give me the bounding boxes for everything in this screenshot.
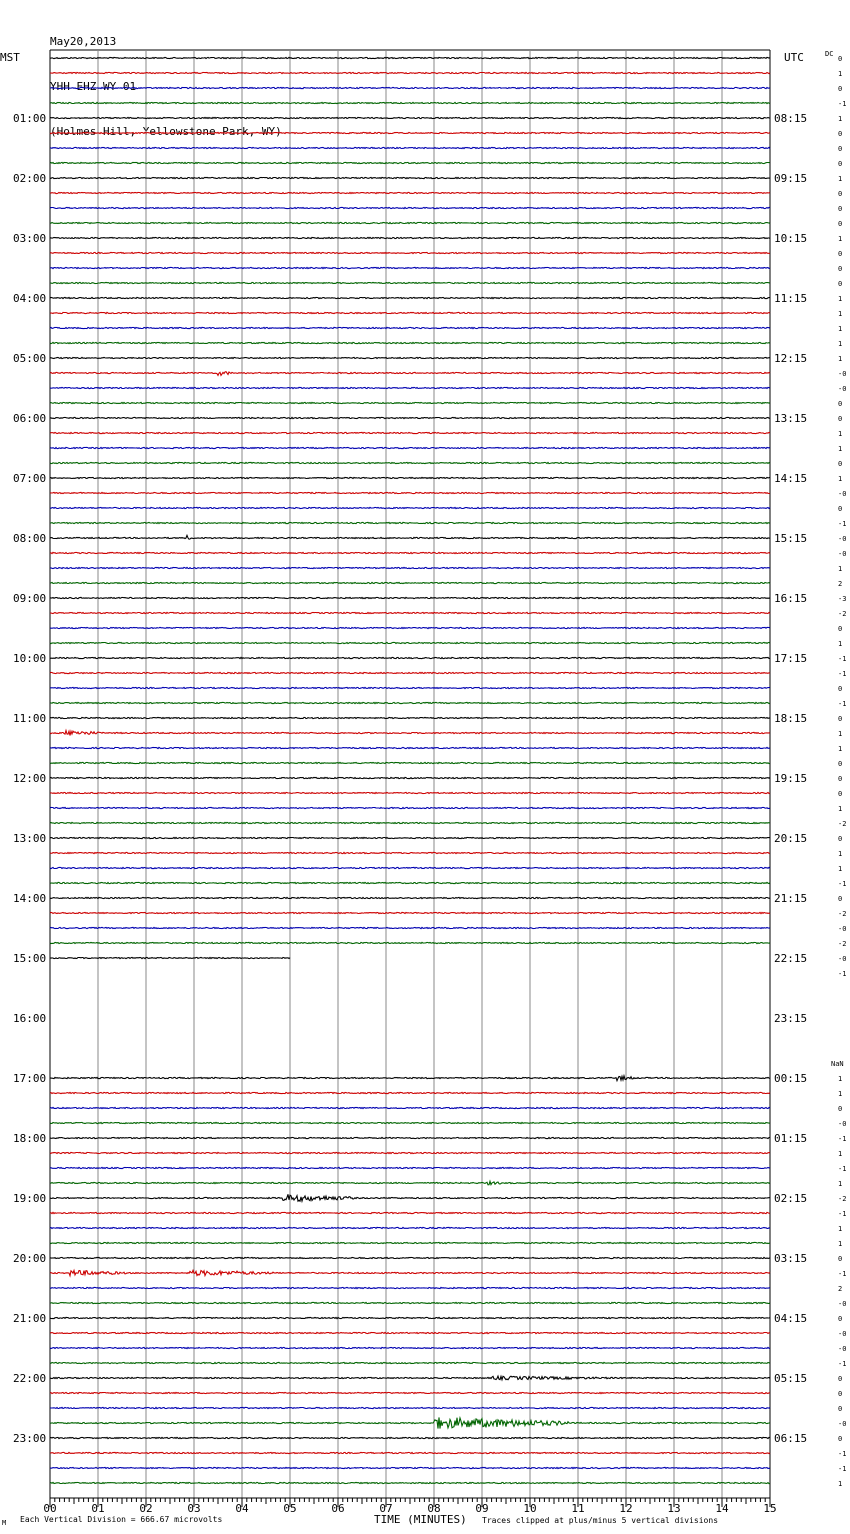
seismic-trace bbox=[50, 1212, 770, 1213]
dc-offset-value: -1 bbox=[838, 1165, 847, 1173]
dc-offset-value: 0 bbox=[838, 790, 843, 798]
seismic-trace bbox=[50, 731, 770, 736]
utc-hour-label: 19:15 bbox=[774, 772, 808, 785]
seismic-trace bbox=[50, 1302, 770, 1303]
mst-hour-label: 08:00 bbox=[13, 532, 47, 545]
dc-offset-value: 1 bbox=[838, 640, 843, 648]
dc-offset-value: 0 bbox=[838, 160, 843, 168]
seismic-trace bbox=[50, 1437, 770, 1438]
seismic-trace bbox=[50, 1122, 770, 1123]
seismic-trace bbox=[50, 792, 770, 793]
dc-offset-value: 1 bbox=[838, 1075, 843, 1083]
dc-offset-value: 2 bbox=[838, 1285, 843, 1293]
x-tick-label: 08 bbox=[427, 1502, 441, 1515]
seismic-trace bbox=[50, 297, 770, 298]
dc-offset-value: -1 bbox=[838, 1450, 847, 1458]
x-tick-label: 13 bbox=[667, 1502, 681, 1515]
seismic-trace bbox=[50, 1076, 770, 1081]
mst-hour-label: 15:00 bbox=[13, 952, 47, 965]
utc-hour-label: 13:15 bbox=[774, 412, 808, 425]
dc-offset-value: 0 bbox=[838, 280, 843, 288]
dc-offset-value: 1 bbox=[838, 850, 843, 858]
x-tick-label: 10 bbox=[523, 1502, 537, 1515]
utc-hour-label: 18:15 bbox=[774, 712, 808, 725]
dc-offset-value: 1 bbox=[838, 805, 843, 813]
dc-offset-value: 0 bbox=[838, 760, 843, 768]
seismic-trace bbox=[50, 147, 770, 148]
utc-hour-label: 17:15 bbox=[774, 652, 808, 665]
utc-hour-label: 15:15 bbox=[774, 532, 808, 545]
dc-offset-value: 0 bbox=[838, 145, 843, 153]
seismic-trace bbox=[50, 177, 770, 178]
station-location: (Holmes Hill, Yellowstone Park, WY) bbox=[50, 125, 282, 138]
dc-offset-value: -2 bbox=[838, 1195, 847, 1203]
dc-offset-value: 0 bbox=[838, 1105, 843, 1113]
seismic-trace bbox=[50, 72, 770, 73]
nan-offset-header: NaN bbox=[831, 1060, 844, 1068]
mst-hour-label: 04:00 bbox=[13, 292, 47, 305]
dc-offset-value: 0 bbox=[838, 1375, 843, 1383]
seismic-trace bbox=[50, 417, 770, 418]
utc-hour-label: 21:15 bbox=[774, 892, 808, 905]
utc-hour-label: 14:15 bbox=[774, 472, 808, 485]
dc-offset-value: 0 bbox=[838, 55, 843, 63]
seismic-trace bbox=[50, 1467, 770, 1468]
seismic-trace bbox=[50, 567, 770, 568]
seismic-trace bbox=[50, 222, 770, 223]
clip-note: Traces clipped at plus/minus 5 vertical divisions bbox=[482, 1516, 719, 1525]
mst-hour-label: 11:00 bbox=[13, 712, 47, 725]
mst-hour-label: 01:00 bbox=[13, 112, 47, 125]
utc-hour-label: 22:15 bbox=[774, 952, 808, 965]
dc-offset-value: -3 bbox=[838, 595, 847, 603]
mst-hour-label: 06:00 bbox=[13, 412, 47, 425]
mst-hour-label: 23:00 bbox=[13, 1432, 47, 1445]
dc-offset-value: 0 bbox=[838, 250, 843, 258]
dc-offset-value: 1 bbox=[838, 445, 843, 453]
seismic-trace bbox=[50, 192, 770, 193]
dc-offset-value: 0 bbox=[838, 1405, 843, 1413]
seismic-trace bbox=[50, 1376, 770, 1380]
dc-offset-value: 0 bbox=[838, 1255, 843, 1263]
utc-hour-label: 06:15 bbox=[774, 1432, 808, 1445]
seismic-trace bbox=[50, 432, 770, 433]
dc-offset-value: 0 bbox=[838, 220, 843, 228]
seismic-trace bbox=[50, 1257, 770, 1258]
seismic-trace bbox=[50, 1242, 770, 1243]
utc-hour-label: 12:15 bbox=[774, 352, 808, 365]
seismic-trace bbox=[50, 672, 770, 673]
dc-offset-value: 0 bbox=[838, 895, 843, 903]
seismic-trace bbox=[50, 207, 770, 208]
dc-offset-value: -1 bbox=[838, 970, 847, 978]
seismic-trace bbox=[50, 657, 770, 658]
dc-offset-value: 0 bbox=[838, 400, 843, 408]
mst-hour-label: 09:00 bbox=[13, 592, 47, 605]
utc-hour-label: 01:15 bbox=[774, 1132, 808, 1145]
dc-offset-value: -0 bbox=[838, 1330, 847, 1338]
dc-offset-value: -1 bbox=[838, 1270, 847, 1278]
dc-offset-value: -1 bbox=[838, 100, 847, 108]
utc-hour-label: 03:15 bbox=[774, 1252, 808, 1265]
x-tick-label: 14 bbox=[715, 1502, 729, 1515]
left-timezone-label: MST bbox=[0, 51, 20, 64]
seismic-trace bbox=[50, 402, 770, 403]
x-tick-label: 15 bbox=[763, 1502, 777, 1515]
dc-offset-value: 1 bbox=[838, 115, 843, 123]
seismic-trace bbox=[50, 535, 770, 539]
seismic-trace bbox=[50, 1417, 770, 1428]
dc-offset-value: 0 bbox=[838, 1390, 843, 1398]
seismic-trace bbox=[50, 762, 770, 763]
seismic-trace bbox=[50, 1452, 770, 1453]
seismic-trace bbox=[50, 1227, 770, 1228]
mst-hour-label: 02:00 bbox=[13, 172, 47, 185]
seismic-trace bbox=[50, 597, 770, 598]
dc-offset-value: 0 bbox=[838, 265, 843, 273]
dc-offset-value: 0 bbox=[838, 835, 843, 843]
utc-hour-label: 08:15 bbox=[774, 112, 808, 125]
dc-offset-value: 1 bbox=[838, 355, 843, 363]
plot-date: May20,2013 bbox=[50, 35, 117, 48]
dc-offset-value: -1 bbox=[838, 1465, 847, 1473]
mst-hour-label: 21:00 bbox=[13, 1312, 47, 1325]
seismic-trace bbox=[50, 492, 770, 493]
seismic-trace bbox=[50, 717, 770, 718]
corner-mark: M bbox=[2, 1519, 7, 1527]
utc-hour-label: 10:15 bbox=[774, 232, 808, 245]
seismic-trace bbox=[50, 627, 770, 628]
seismic-trace bbox=[50, 87, 770, 88]
dc-offset-value: 1 bbox=[838, 310, 843, 318]
utc-hour-label: 20:15 bbox=[774, 832, 808, 845]
dc-offset-value: -1 bbox=[838, 700, 847, 708]
dc-offset-value: 1 bbox=[838, 745, 843, 753]
seismic-trace bbox=[50, 822, 770, 823]
dc-offset-value: 0 bbox=[838, 130, 843, 138]
dc-offset-value: -0 bbox=[838, 370, 847, 378]
seismic-trace bbox=[50, 1407, 770, 1408]
seismic-trace bbox=[50, 702, 770, 703]
seismic-trace bbox=[50, 837, 770, 838]
seismic-trace bbox=[50, 342, 770, 343]
utc-hour-label: 02:15 bbox=[774, 1192, 808, 1205]
seismic-trace bbox=[50, 1362, 770, 1363]
seismic-trace bbox=[50, 1332, 770, 1333]
seismic-trace bbox=[50, 1270, 770, 1275]
seismic-trace bbox=[50, 1482, 770, 1483]
dc-offset-value: 1 bbox=[838, 1090, 843, 1098]
x-tick-label: 05 bbox=[283, 1502, 297, 1515]
utc-hour-label: 16:15 bbox=[774, 592, 808, 605]
seismic-trace bbox=[50, 867, 770, 868]
dc-offset-value: 1 bbox=[838, 1240, 843, 1248]
mst-hour-label: 18:00 bbox=[13, 1132, 47, 1145]
seismic-trace bbox=[50, 477, 770, 478]
seismic-trace bbox=[50, 1167, 770, 1168]
seismic-trace bbox=[50, 642, 770, 643]
mst-hour-label: 07:00 bbox=[13, 472, 47, 485]
dc-offset-value: -0 bbox=[838, 1345, 847, 1353]
x-tick-label: 04 bbox=[235, 1502, 249, 1515]
x-tick-label: 03 bbox=[187, 1502, 201, 1515]
dc-offset-value: -2 bbox=[838, 610, 847, 618]
trace-group bbox=[50, 57, 770, 1483]
dc-offset-value: 1 bbox=[838, 1180, 843, 1188]
seismic-trace bbox=[50, 117, 770, 118]
x-tick-label: 06 bbox=[331, 1502, 345, 1515]
mst-hour-label: 17:00 bbox=[13, 1072, 47, 1085]
dc-offset-value: 0 bbox=[838, 415, 843, 423]
dc-offset-value: -1 bbox=[838, 1210, 847, 1218]
utc-hour-label: 11:15 bbox=[774, 292, 808, 305]
x-axis-title: TIME (MINUTES) bbox=[374, 1513, 467, 1526]
seismic-trace bbox=[50, 447, 770, 448]
seismic-trace bbox=[50, 1392, 770, 1393]
seismic-trace bbox=[50, 687, 770, 688]
dc-offset-value: 0 bbox=[838, 715, 843, 723]
seismic-trace bbox=[50, 522, 770, 523]
seismic-trace bbox=[50, 912, 770, 913]
seismic-trace bbox=[50, 807, 770, 808]
dc-offset-value: -1 bbox=[838, 670, 847, 678]
dc-offset-value: 1 bbox=[838, 730, 843, 738]
dc-offset-value: 1 bbox=[838, 70, 843, 78]
seismic-trace bbox=[50, 387, 770, 388]
x-tick-label: 11 bbox=[571, 1502, 585, 1515]
dc-offset-value: 1 bbox=[838, 295, 843, 303]
dc-offset-value: -1 bbox=[838, 520, 847, 528]
dc-offset-value: -0 bbox=[838, 490, 847, 498]
dc-offset-value: 0 bbox=[838, 505, 843, 513]
seismic-trace bbox=[50, 852, 770, 853]
seismic-trace bbox=[50, 237, 770, 238]
seismic-trace bbox=[50, 777, 770, 778]
seismic-trace bbox=[50, 327, 770, 328]
x-tick-label: 12 bbox=[619, 1502, 633, 1515]
dc-offset-value: -0 bbox=[838, 925, 847, 933]
seismic-trace bbox=[50, 1347, 770, 1348]
seismic-trace bbox=[50, 1107, 770, 1108]
utc-hour-label: 23:15 bbox=[774, 1012, 808, 1025]
dc-offset-value: -1 bbox=[838, 1360, 847, 1368]
seismic-trace bbox=[50, 582, 770, 583]
dc-offset-value: 1 bbox=[838, 565, 843, 573]
seismic-trace bbox=[50, 57, 770, 58]
seismic-trace bbox=[50, 102, 770, 103]
dc-offset-value: 0 bbox=[838, 1315, 843, 1323]
dc-offset-value: 0 bbox=[838, 625, 843, 633]
seismic-trace bbox=[50, 132, 770, 133]
scale-note: Each Vertical Division = 666.67 microvolts bbox=[20, 1515, 223, 1524]
dc-offset-value: -0 bbox=[838, 550, 847, 558]
seismic-trace bbox=[50, 882, 770, 883]
dc-offset-value: -1 bbox=[838, 655, 847, 663]
mst-hour-label: 16:00 bbox=[13, 1012, 47, 1025]
dc-offset-value: -2 bbox=[838, 820, 847, 828]
seismic-trace bbox=[50, 1152, 770, 1153]
seismic-trace bbox=[50, 747, 770, 748]
dc-offset-value: -0 bbox=[838, 1300, 847, 1308]
seismic-trace bbox=[50, 1092, 770, 1093]
mst-hour-label: 22:00 bbox=[13, 1372, 47, 1385]
right-timezone-label: UTC bbox=[784, 51, 804, 64]
dc-offset-header: DC bbox=[825, 50, 834, 58]
utc-hour-label: 00:15 bbox=[774, 1072, 808, 1085]
seismic-trace bbox=[50, 552, 770, 553]
dc-offset-value: 1 bbox=[838, 1480, 843, 1488]
utc-hour-label: 09:15 bbox=[774, 172, 808, 185]
dc-offset-value: -0 bbox=[838, 1120, 847, 1128]
utc-hour-label: 05:15 bbox=[774, 1372, 808, 1385]
dc-offset-value: 1 bbox=[838, 475, 843, 483]
dc-offset-labels bbox=[838, 55, 846, 1488]
seismic-trace bbox=[50, 957, 290, 958]
dc-offset-value: -1 bbox=[838, 880, 847, 888]
seismic-trace bbox=[50, 1194, 770, 1201]
seismic-trace bbox=[50, 357, 770, 358]
mst-hour-label: 13:00 bbox=[13, 832, 47, 845]
mst-hour-label: 03:00 bbox=[13, 232, 47, 245]
dc-offset-value: 1 bbox=[838, 865, 843, 873]
dc-offset-value: 1 bbox=[838, 340, 843, 348]
dc-offset-value: 0 bbox=[838, 205, 843, 213]
seismic-trace bbox=[50, 507, 770, 508]
x-tick-label: 09 bbox=[475, 1502, 489, 1515]
dc-offset-value: -2 bbox=[838, 910, 847, 918]
seismic-trace bbox=[50, 942, 770, 943]
dc-offset-value: 0 bbox=[838, 775, 843, 783]
mst-hour-label: 20:00 bbox=[13, 1252, 47, 1265]
dc-offset-value: -2 bbox=[838, 940, 847, 948]
x-tick-label: 07 bbox=[379, 1502, 393, 1515]
seismic-trace bbox=[50, 282, 770, 283]
dc-offset-value: 0 bbox=[838, 460, 843, 468]
mst-hour-label: 14:00 bbox=[13, 892, 47, 905]
dc-offset-value: 0 bbox=[838, 190, 843, 198]
seismic-trace bbox=[50, 927, 770, 928]
seismic-trace bbox=[50, 372, 770, 376]
seismic-trace bbox=[50, 267, 770, 268]
seismic-trace bbox=[50, 1317, 770, 1318]
station-code: YHH EHZ WY 01 bbox=[50, 80, 137, 93]
dc-offset-value: -0 bbox=[838, 385, 847, 393]
seismic-trace bbox=[50, 1287, 770, 1288]
dc-offset-value: 1 bbox=[838, 175, 843, 183]
dc-offset-value: -0 bbox=[838, 535, 847, 543]
dc-offset-value: 0 bbox=[838, 85, 843, 93]
seismic-trace bbox=[50, 312, 770, 313]
x-tick-label: 01 bbox=[91, 1502, 105, 1515]
mst-hour-label: 10:00 bbox=[13, 652, 47, 665]
x-tick-label: 02 bbox=[139, 1502, 153, 1515]
utc-hour-label: 04:15 bbox=[774, 1312, 808, 1325]
dc-offset-value: 2 bbox=[838, 580, 843, 588]
seismic-trace bbox=[50, 1181, 770, 1185]
seismic-trace bbox=[50, 162, 770, 163]
dc-offset-value: 1 bbox=[838, 430, 843, 438]
dc-offset-value: 1 bbox=[838, 1225, 843, 1233]
mst-hour-label: 05:00 bbox=[13, 352, 47, 365]
dc-offset-value: 0 bbox=[838, 685, 843, 693]
mst-hour-label: 19:00 bbox=[13, 1192, 47, 1205]
dc-offset-value: -1 bbox=[838, 1135, 847, 1143]
dc-offset-value: -0 bbox=[838, 1420, 847, 1428]
dc-offset-value: 0 bbox=[838, 1435, 843, 1443]
minute-gridlines bbox=[50, 50, 770, 1498]
seismic-trace bbox=[50, 1137, 770, 1138]
dc-offset-value: -0 bbox=[838, 955, 847, 963]
seismic-trace bbox=[50, 612, 770, 613]
seismic-trace bbox=[50, 462, 770, 463]
seismic-trace bbox=[50, 897, 770, 898]
dc-offset-value: 1 bbox=[838, 325, 843, 333]
dc-offset-value: 1 bbox=[838, 235, 843, 243]
x-tick-label: 00 bbox=[43, 1502, 57, 1515]
dc-offset-value: 1 bbox=[838, 1150, 843, 1158]
mst-hour-label: 12:00 bbox=[13, 772, 47, 785]
seismic-trace bbox=[50, 252, 770, 253]
